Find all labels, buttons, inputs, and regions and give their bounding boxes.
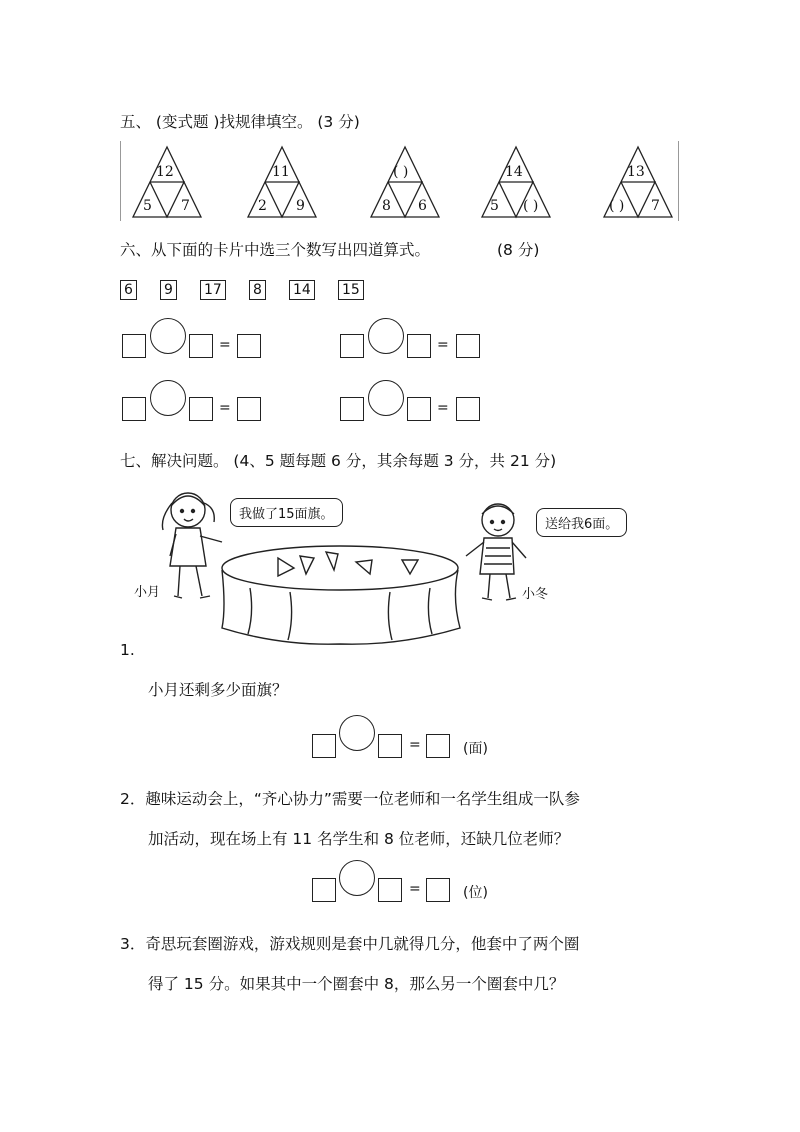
triangle-1-top: 12 [156,164,174,180]
q1-unit: (面) [463,741,488,757]
girl-name: 小月 [134,585,161,600]
answer-box[interactable] [122,334,146,358]
triangle-2-top: 11 [272,164,290,180]
q2-unit: (位) [463,885,488,901]
operator-circle[interactable] [368,318,404,354]
triangle-figures [121,141,678,221]
section6-score: (8 分) [497,241,540,259]
triangle-3-right: 6 [418,198,427,214]
triangle-3-left: 8 [382,198,391,214]
triangle-5-top: 13 [627,164,645,180]
triangle-5-left: ( ) [609,198,625,214]
q1-text: 小月还剩多少面旗？ [148,681,288,699]
triangle-5-right: 7 [651,198,660,214]
equals-sign: = [409,737,421,753]
equals-sign: = [437,400,449,416]
boy-speech-bubble: 送给我6面。 [536,508,627,537]
equals-sign: = [409,881,421,897]
girl-speech-bubble: 我做了15面旗。 [230,498,343,527]
q3-line2: 得了 15 分。如果其中一个圈套中 8，那么另一个圈套中几？ [148,975,565,993]
section5-heading: 五、 (变式题 )找规律填空。 (3 分) [120,113,360,131]
answer-box[interactable] [122,397,146,421]
triangle-2-left: 2 [258,198,267,214]
section6-heading: 六、从下面的卡片中选三个数写出四道算式。 [120,241,431,259]
operator-circle[interactable] [150,318,186,354]
triangle-strip [120,141,679,221]
answer-box[interactable] [456,334,480,358]
equals-sign: = [219,337,231,353]
number-card: 15 [338,280,364,300]
section7-heading: 七、解决问题。 (4、5 题每题 6 分，其余每题 3 分，共 21 分) [120,452,557,470]
number-card: 8 [249,280,266,300]
answer-box[interactable] [340,334,364,358]
answer-box[interactable] [312,734,336,758]
answer-box[interactable] [407,334,431,358]
answer-box[interactable] [237,334,261,358]
operator-circle[interactable] [339,860,375,896]
answer-box[interactable] [189,397,213,421]
triangle-1-left: 5 [143,198,152,214]
boy-figure [466,504,526,600]
answer-box[interactable] [340,397,364,421]
triangle-4-right: ( ) [523,198,539,214]
operator-circle[interactable] [150,380,186,416]
operator-circle[interactable] [339,715,375,751]
number-card: 17 [200,280,226,300]
girl-figure [162,493,222,598]
number-card: 14 [289,280,315,300]
number-card: 9 [160,280,177,300]
q2-line1: 2．趣味运动会上，“齐心协力”需要一位老师和一名学生组成一队参 [120,790,580,808]
triangle-4-left: 5 [490,198,499,214]
answer-box[interactable] [426,878,450,902]
round-table [222,546,460,644]
triangle-4-top: 14 [505,164,523,180]
answer-box[interactable] [378,878,402,902]
triangle-3-top: ( ) [393,164,409,180]
triangle-2-right: 9 [296,198,305,214]
answer-box[interactable] [456,397,480,421]
q1-number: 1. [120,641,135,659]
equals-sign: = [437,337,449,353]
number-card: 6 [120,280,137,300]
answer-box[interactable] [407,397,431,421]
equals-sign: = [219,400,231,416]
boy-name: 小冬 [522,587,549,602]
flags-illustration [130,478,619,658]
triangle-1-right: 7 [181,198,190,214]
answer-box[interactable] [237,397,261,421]
q3-line1: 3．奇思玩套圈游戏，游戏规则是套中几就得几分，他套中了两个圈 [120,935,580,953]
answer-box[interactable] [378,734,402,758]
answer-box[interactable] [312,878,336,902]
operator-circle[interactable] [368,380,404,416]
q2-line2: 加活动，现在场上有 11 名学生和 8 位老师，还缺几位老师？ [148,830,570,848]
answer-box[interactable] [426,734,450,758]
illustration-drawing [130,478,590,658]
answer-box[interactable] [189,334,213,358]
